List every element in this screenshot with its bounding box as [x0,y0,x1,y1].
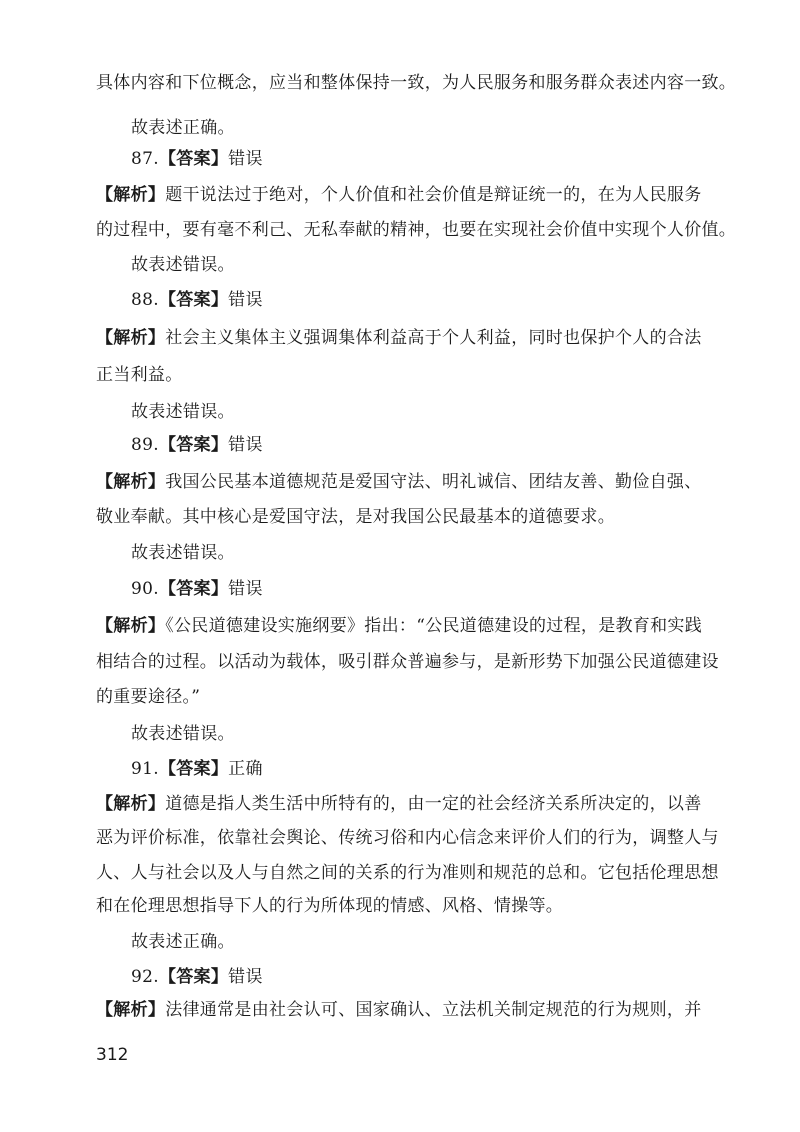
conclusion-line [131,253,235,277]
conclusion-text: 故表述正确。 [131,932,235,952]
page-number: 312 [96,1045,129,1065]
answer-line [131,147,263,171]
analysis-text: 道德是指人类生活中所特有的，由一定的社会经济关系所决定的，以善 [165,794,702,814]
analysis-label: 【解析】 [96,794,166,814]
question-number: 92. [131,967,159,987]
analysis-label: 【解析】 [96,1000,166,1020]
text-line [96,71,736,95]
conclusion-line [131,116,235,140]
text-line [96,685,200,709]
answer-line [131,288,263,312]
text-line-content: 和在伦理思想指导下人的行为所体现的情感、风格、情操等。 [96,896,564,916]
analysis-text: 《公民道德建设实施纲要》指出：“公民道德建设的过程，是教育和实践 [165,616,702,636]
text-line [96,894,563,918]
question-number: 90. [131,579,159,599]
text-line-content: 人、人与社会以及人与自然之间的关系的行为准则和规范的总和。它包括伦理思想 [96,863,719,883]
conclusion-text: 故表述错误。 [131,255,235,275]
analysis-text: 法律通常是由社会认可、国家确认、立法机关制定规范的行为规则，并 [165,1000,702,1020]
answer-label: 【答案】 [158,149,229,169]
analysis-line [96,614,702,638]
analysis-line [96,998,702,1022]
analysis-line [96,326,702,350]
answer-line [131,965,263,989]
answer-value: 错误 [228,149,263,169]
analysis-text: 我国公民基本道德规范是爱国守法、明礼诚信、团结友善、勤俭自强、 [165,472,702,492]
conclusion-text: 故表述正确。 [131,118,235,138]
analysis-label: 【解析】 [96,472,166,492]
question-number: 91. [131,759,159,779]
conclusion-line [131,400,235,424]
analysis-line [96,792,702,816]
text-line-content: 的过程中，要有毫不利己、无私奉献的精神，也要在实现社会价值中实现个人价值。 [96,220,737,240]
conclusion-line [131,930,235,954]
text-line-content: 具体内容和下位概念，应当和整体保持一致，为人民服务和服务群众表述内容一致。 [96,73,737,93]
answer-value: 错误 [228,290,263,310]
conclusion-line [131,541,235,565]
text-line-content: 敬业奉献。其中核心是爱国守法，是对我国公民最基本的道德要求。 [96,507,615,527]
answer-line [131,577,263,601]
conclusion-text: 故表述错误。 [131,724,235,744]
answer-value: 错误 [228,967,263,987]
analysis-line [96,470,702,494]
conclusion-line [131,722,235,746]
answer-label: 【答案】 [158,967,229,987]
answer-label: 【答案】 [158,435,229,455]
answer-label: 【答案】 [158,579,229,599]
analysis-text: 社会主义集体主义强调集体利益高于个人利益，同时也保护个人的合法 [165,328,702,348]
text-line [96,826,719,850]
answer-label: 【答案】 [158,759,229,779]
text-line [96,218,736,242]
text-line [96,650,719,674]
text-line-content: 相结合的过程。以活动为载体，吸引群众普遍参与，是新形势下加强公民道德建设 [96,652,719,672]
text-line [96,363,183,387]
answer-line [131,433,263,457]
answer-value: 正确 [228,759,263,779]
analysis-label: 【解析】 [96,616,166,636]
conclusion-text: 故表述错误。 [131,402,235,422]
analysis-text: 题干说法过于绝对，个人价值和社会价值是辩证统一的，在为人民服务 [165,185,702,205]
text-line [96,861,719,885]
analysis-label: 【解析】 [96,328,166,348]
conclusion-text: 故表述错误。 [131,543,235,563]
answer-label: 【答案】 [158,290,229,310]
answer-value: 错误 [228,579,263,599]
text-line [96,505,615,529]
question-number: 88. [131,290,159,310]
text-line-content: 的重要途径。” [96,687,201,707]
answer-value: 错误 [228,435,263,455]
analysis-label: 【解析】 [96,185,166,205]
answer-line [131,757,263,781]
question-number: 87. [131,149,159,169]
text-line-content: 正当利益。 [96,365,183,385]
question-number: 89. [131,435,159,455]
text-line-content: 恶为评价标准，依靠社会舆论、传统习俗和内心信念来评价人们的行为，调整人与 [96,828,719,848]
analysis-line [96,183,702,207]
